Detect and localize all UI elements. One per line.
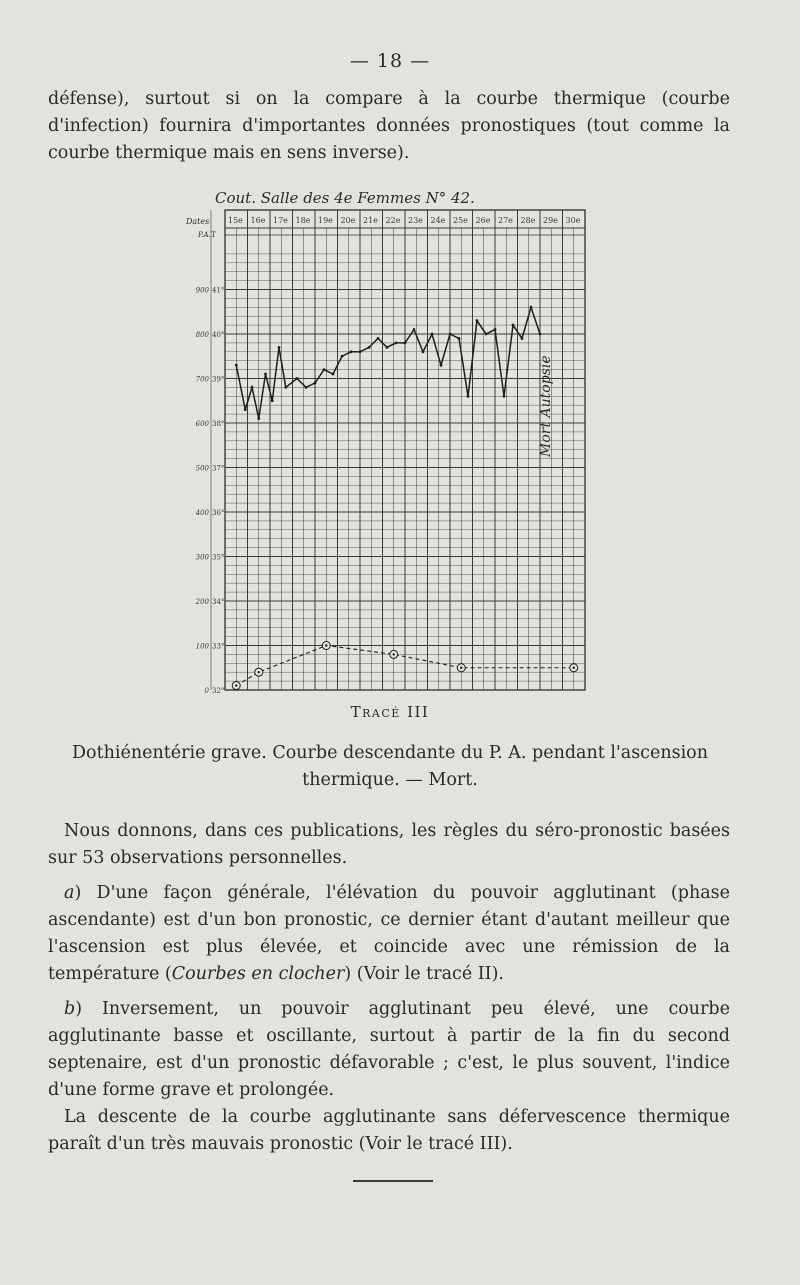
temperature-point xyxy=(244,408,247,411)
temperature-point xyxy=(530,306,533,309)
temperature-point xyxy=(494,328,497,331)
temperature-point xyxy=(264,373,267,376)
date-tick-label: 29e xyxy=(543,216,558,225)
temp-tick-label: 32° xyxy=(212,687,225,695)
temperature-point xyxy=(422,350,425,353)
temperature-point xyxy=(251,386,254,389)
date-tick-label: 22e xyxy=(385,216,401,225)
temperature-point xyxy=(395,342,398,345)
pa-tick-label: 600 xyxy=(195,420,209,428)
row-label-pa: P.A. xyxy=(198,231,211,239)
temperature-point xyxy=(350,350,353,353)
temperature-point xyxy=(235,364,238,367)
intro-text: défense), surtout si on la compare à la courbe thermique (courbe d'infection) fournira d'importantes données pronostiques (tout comme la courbe thermique mais en sens inverse). xyxy=(48,89,730,163)
pa-tick-label: 800 xyxy=(195,331,209,339)
pa-point-center xyxy=(325,644,327,646)
date-tick-label: 30e xyxy=(565,216,581,225)
temperature-series-line xyxy=(236,307,540,418)
date-tick-label: 17e xyxy=(273,216,288,225)
temperature-point xyxy=(314,382,317,385)
date-tick-label: 28e xyxy=(520,216,536,225)
date-tick-label: 21e xyxy=(363,216,378,225)
pa-point-center xyxy=(258,671,260,673)
page-number: — 18 — xyxy=(349,50,431,72)
temp-tick-label: 38° xyxy=(212,420,225,428)
temperature-point xyxy=(359,350,362,353)
date-tick-label: 15e xyxy=(228,216,243,225)
temp-tick-label: 33° xyxy=(212,642,225,651)
temperature-point xyxy=(284,386,287,389)
pa-tick-label: 400 xyxy=(195,509,209,517)
temperature-point xyxy=(323,368,326,371)
temperature-point xyxy=(278,346,281,349)
intro-paragraph xyxy=(48,86,730,167)
temperature-point xyxy=(521,337,524,340)
temp-tick-label: 37° xyxy=(212,464,225,473)
row-label-dates: Dates xyxy=(186,217,210,226)
temperature-point xyxy=(305,386,308,389)
temperature-point xyxy=(271,399,274,402)
pa-tick-label: 200 xyxy=(195,598,209,606)
temperature-point xyxy=(296,377,299,380)
pa-point-center xyxy=(460,667,462,669)
paragraph-1: Nous donnons, dans ces publications, les règles du séro-pronostic basées sur 53 observations personnelles. xyxy=(48,821,730,868)
row-label-t: T xyxy=(211,231,216,239)
paragraph-c: La descente de la courbe agglutinante sans défervescence thermique paraît d'un très mauvais pronostic (Voir le tracé III). xyxy=(48,1107,730,1154)
temperature-point xyxy=(431,333,434,336)
temp-tick-label: 39° xyxy=(212,375,225,384)
temperature-point xyxy=(257,417,260,420)
pa-tick-label: 700 xyxy=(195,375,209,384)
pa-tick-label: 100 xyxy=(195,642,209,651)
temperature-point xyxy=(467,395,470,398)
date-tick-label: 16e xyxy=(250,216,266,225)
pa-tick-label: 300 xyxy=(195,553,209,562)
date-tick-label: 24e xyxy=(430,216,446,225)
pa-tick-label: 500 xyxy=(195,464,209,473)
pa-tick-label: 900 xyxy=(195,286,209,295)
temperature-point xyxy=(413,328,416,331)
temp-tick-label: 36° xyxy=(212,509,225,517)
temp-tick-label: 34° xyxy=(212,598,225,606)
temperature-point xyxy=(386,346,389,349)
pa-point-center xyxy=(573,667,575,669)
temperature-point xyxy=(503,395,506,398)
temp-tick-label: 41° xyxy=(212,286,225,295)
temperature-point xyxy=(404,342,407,345)
annotation-mort: Mort Autopsie xyxy=(538,355,554,457)
figure-caption: Dothiénentérie grave. Courbe descendante du P. A. pendant l'ascension thermique. — Mort. xyxy=(72,743,708,790)
date-tick-label: 18e xyxy=(295,216,311,225)
date-tick-label: 26e xyxy=(475,216,491,225)
chart-title: Cout. Salle des 4e Femmes N° 42. xyxy=(215,189,475,207)
pa-point-center xyxy=(235,684,237,686)
temperature-point xyxy=(332,373,335,376)
temperature-point xyxy=(485,333,488,336)
pa-tick-label: 0 xyxy=(204,687,209,695)
figure-title: Tracé III xyxy=(350,703,430,721)
temperature-point xyxy=(377,337,380,340)
temperature-point xyxy=(539,333,542,336)
temperature-point xyxy=(458,337,461,340)
date-tick-label: 23e xyxy=(408,216,423,225)
temperature-point xyxy=(368,346,371,349)
paragraph-a: a) D'une façon générale, l'élévation du pouvoir agglutinant (phase ascendante) est d'un bon pronostic, ce dernier étant d'autant meilleur que l'ascension est plus élevée, et coincide avec une rémission de la température (Courbes en clocher) (Voir le tracé II). xyxy=(48,883,730,984)
temperature-chart xyxy=(180,185,600,695)
temperature-point xyxy=(476,319,479,322)
temp-tick-label: 40° xyxy=(212,331,225,339)
temp-tick-label: 35° xyxy=(212,553,225,562)
pa-point-center xyxy=(393,653,395,655)
date-tick-label: 20e xyxy=(340,216,356,225)
date-tick-label: 25e xyxy=(453,216,468,225)
date-tick-label: 19e xyxy=(318,216,333,225)
temperature-point xyxy=(440,364,443,367)
paragraph-b: b) Inversement, un pouvoir agglutinant peu élevé, une courbe agglutinante basse et oscillante, surtout à partir de la fin du second septenaire, est d'un pronostic défavorable ; c'est, le plus souvent, l'indice d'une forme grave et prolongée. xyxy=(48,999,730,1100)
temperature-point xyxy=(449,333,452,336)
temperature-point xyxy=(341,355,344,358)
body-text xyxy=(48,818,730,1166)
date-tick-label: 27e xyxy=(498,216,513,225)
end-rule xyxy=(353,1180,433,1182)
temperature-point xyxy=(512,324,515,327)
